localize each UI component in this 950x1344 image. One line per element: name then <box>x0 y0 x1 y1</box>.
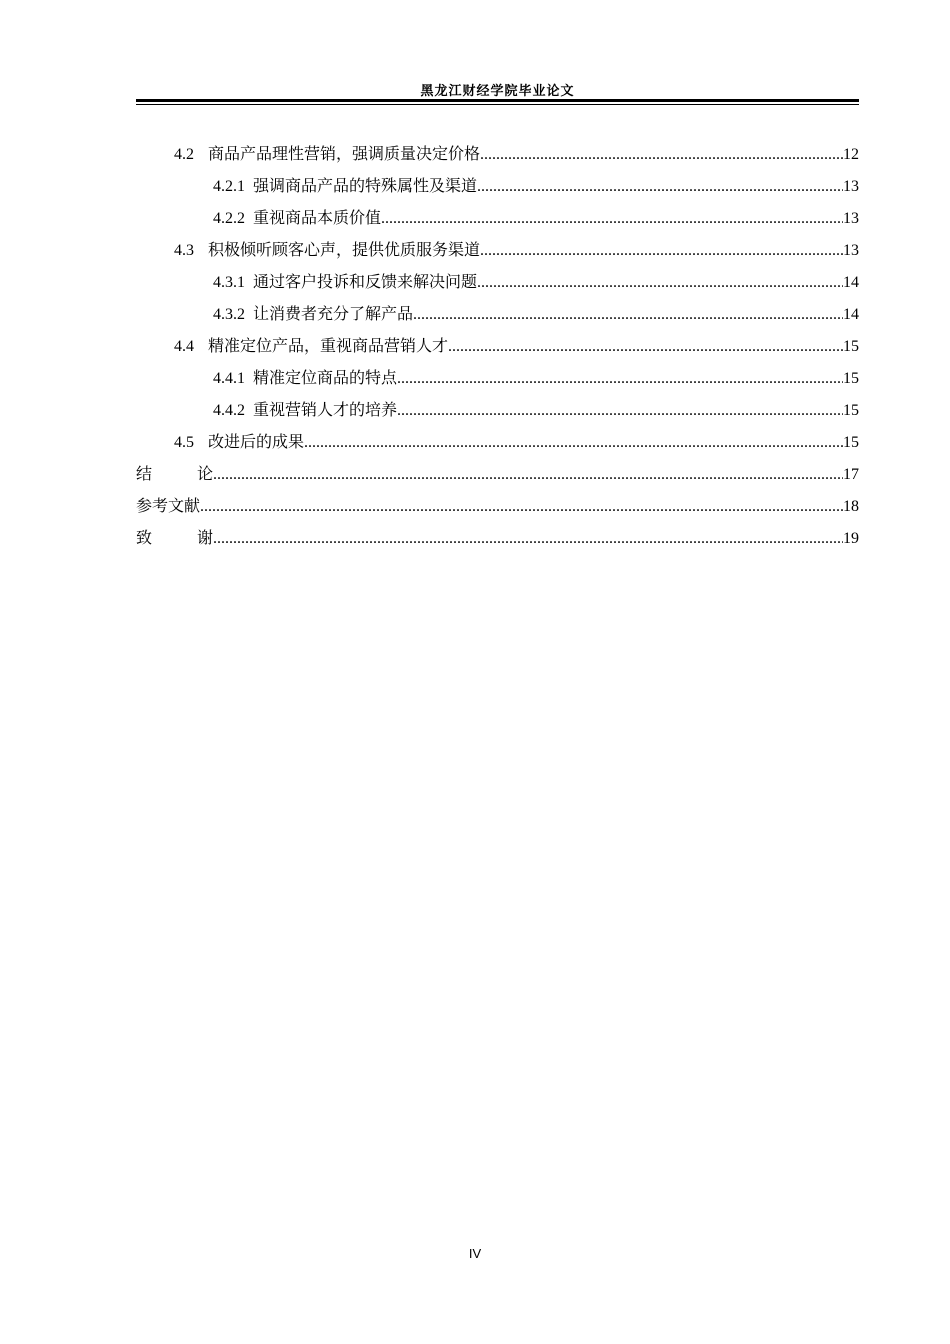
toc-dot-leader <box>200 495 843 519</box>
toc-entry-title: 重视营销人才的培养 <box>253 400 398 419</box>
toc-entry-number: 4.4.2 <box>213 402 245 419</box>
toc-entry-title: 参考文献 <box>136 496 201 515</box>
header-rule-thick <box>136 99 859 102</box>
toc-dot-leader <box>477 175 843 199</box>
toc-entry-number: 4.2.2 <box>213 210 245 227</box>
toc-entry[interactable] <box>136 430 859 462</box>
toc-dot-leader <box>213 527 843 551</box>
toc-entry-number: 4.2.1 <box>213 178 245 195</box>
toc-entry-title: 强调商品产品的特殊属性及渠道 <box>253 176 478 195</box>
toc-entry[interactable] <box>136 462 859 494</box>
toc-entry[interactable] <box>136 142 859 174</box>
toc-entry-title: 精准定位产品，重视商品营销人才 <box>208 336 449 355</box>
toc-dot-leader <box>304 431 843 455</box>
toc-entry[interactable] <box>136 398 859 430</box>
toc-dot-leader <box>448 335 843 359</box>
toc-dot-leader <box>480 143 843 167</box>
toc-entry-number: 4.4.1 <box>213 370 245 387</box>
toc-entry-page: 17 <box>843 466 859 483</box>
toc-dot-leader <box>213 463 843 487</box>
toc-dot-leader <box>381 207 843 231</box>
toc-entry-number: 4.3.1 <box>213 274 245 291</box>
toc-entry-title: 让消费者充分了解产品 <box>253 304 414 323</box>
toc-entry-page: 13 <box>843 242 859 259</box>
toc-entry-page: 14 <box>843 274 859 291</box>
toc-entry-page: 15 <box>843 370 859 387</box>
toc-entry-title: 改进后的成果 <box>208 432 305 451</box>
toc-entry-title: 致谢 <box>136 528 259 547</box>
toc-entry-title: 积极倾听顾客心声，提供优质服务渠道 <box>208 240 481 259</box>
toc-entry-page: 13 <box>843 210 859 227</box>
toc-dot-leader <box>480 239 843 263</box>
toc-entry[interactable] <box>136 238 859 270</box>
toc-entry-number: 4.3.2 <box>213 306 245 323</box>
toc-entry-title: 通过客户投诉和反馈来解决问题 <box>253 272 478 291</box>
toc-entry[interactable] <box>136 494 859 526</box>
toc-entry[interactable] <box>136 526 859 558</box>
toc-entry-title: 结论 <box>136 464 259 483</box>
toc-dot-leader <box>397 367 843 391</box>
toc-entry-page: 12 <box>843 146 859 163</box>
toc-entry-page: 15 <box>843 402 859 419</box>
toc-dot-leader <box>477 271 843 295</box>
toc-entry[interactable] <box>136 302 859 334</box>
toc-entry-title: 商品产品理性营销，强调质量决定价格 <box>208 144 481 163</box>
toc-entry[interactable] <box>136 334 859 366</box>
toc-dot-leader <box>397 399 843 423</box>
toc-entry-page: 19 <box>843 530 859 547</box>
toc-entry-title: 精准定位商品的特点 <box>253 368 398 387</box>
header-title: 黑龙江财经学院毕业论文 <box>420 84 575 99</box>
toc-entry[interactable] <box>136 366 859 398</box>
toc-entry[interactable] <box>136 174 859 206</box>
toc-entry-page: 14 <box>843 306 859 323</box>
toc-entry-page: 13 <box>843 178 859 195</box>
page-number: IV <box>468 1246 482 1261</box>
toc-entry-title: 重视商品本质价值 <box>253 208 382 227</box>
toc-entry-page: 15 <box>843 338 859 355</box>
toc-entry-number: 4.5 <box>174 434 194 451</box>
header-rule-thin <box>136 104 859 105</box>
toc-entry-number: 4.3 <box>174 242 194 259</box>
toc-entry-number: 4.4 <box>174 338 194 355</box>
table-of-contents <box>136 142 859 558</box>
toc-dot-leader <box>413 303 843 327</box>
toc-entry[interactable] <box>136 206 859 238</box>
toc-entry[interactable] <box>136 270 859 302</box>
toc-entry-page: 15 <box>843 434 859 451</box>
toc-entry-number: 4.2 <box>174 146 194 163</box>
toc-entry-page: 18 <box>843 498 859 515</box>
